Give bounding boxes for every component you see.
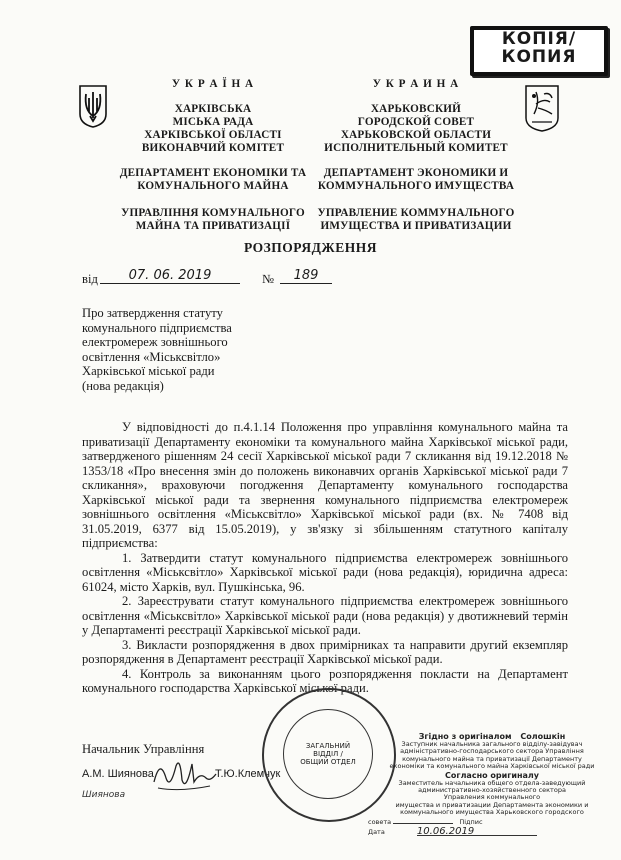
approval-ru-2: административно-хозяйственного сектора bbox=[418, 786, 566, 795]
header-ru-country: У К Р А И Н А bbox=[372, 78, 460, 90]
approval-ru-1: Заместитель начальника общего отдела-заведующий bbox=[398, 778, 586, 787]
header-ua-council-3: ХАРКІВСЬКОЇ ОБЛАСТІ bbox=[144, 129, 282, 141]
header-ua-department-1: ДЕПАРТАМЕНТ ЕКОНОМІКИ ТА bbox=[119, 167, 307, 179]
approval-ua-4: економіки та комунального майна Харківської міської ради bbox=[389, 762, 595, 771]
signature-executor: Т.Ю.Клемчук bbox=[215, 768, 281, 780]
signature-signer: А.М. Шиянова bbox=[82, 768, 154, 780]
copy-stamp bbox=[470, 26, 608, 76]
approval-stamp bbox=[368, 732, 616, 852]
header-ru-council-3: ХАРЬКОВСКОЙ ОБЛАСТИ bbox=[340, 129, 492, 141]
signature-position: Начальник Управління bbox=[82, 742, 205, 756]
body-paragraph-2: 2. Зареєструвати статут комунального підприємства електромереж зовнішнього освітлення «Міськсвітло» Харківської міської ради (нова редакція) у двотижневий термін у Департаменті реєстрації Харківської міської ради. bbox=[82, 594, 568, 637]
approval-heading: Згідно з оригіналом bbox=[418, 732, 512, 741]
trident-coat-of-arms-icon bbox=[78, 84, 108, 128]
subject-line-1: Про затвердження статуту bbox=[82, 306, 223, 320]
subject-line-2: комунального підприємства bbox=[82, 320, 232, 335]
header-ua-council-1: ХАРКІВСЬКА bbox=[174, 103, 252, 115]
header-ua-division-1: УПРАВЛІННЯ КОМУНАЛЬНОГО bbox=[121, 207, 305, 219]
approval-ru-5: коммунального имущества Харьковского городского bbox=[400, 808, 584, 817]
copy-stamp-ua: КОПІЯ/ bbox=[501, 29, 577, 49]
approval-date-value: 10.06.2019 bbox=[417, 828, 537, 836]
handwritten-signature-icon bbox=[150, 752, 220, 796]
approval-ua-1: Заступник начальника загального відділу-завідувач bbox=[401, 740, 583, 748]
round-stamp-inner bbox=[283, 709, 373, 799]
header-ru-division-2: ИМУЩЕСТВА И ПРИВАТИЗАЦИИ bbox=[320, 220, 512, 232]
date-prefix: від bbox=[82, 272, 98, 286]
subject-line-3: електромереж зовнішнього bbox=[82, 335, 228, 349]
number-value: 189 bbox=[280, 268, 332, 284]
approval-date-row bbox=[368, 828, 616, 836]
body-paragraph-preamble: У відповідності до п.4.1.14 Положення про управління комунального майна та приватизації Департаменту економіки та комунального майна Харківської міської ради, затвердженого рішенням 24 сесії Харківської міської ради 7 скликання від 19.12.2018 № 1353/18 «Про внесення змін до положень виконавчих органів Харківської міської ради 7 скликання», враховуючи погодження Департаменту комунального господарства Харківської міської ради та звернення комунального підприємства електромереж зовнішнього освітлення «Міськсвітло» Харківської міської ради (вх. № 7408 від 31.05.2019, 6377 від 15.05.2019), у зв'язку зі збільшенням статутного капіталу підприємства: bbox=[82, 420, 568, 550]
subject-line-5: Харківської міської ради bbox=[82, 364, 215, 378]
header-ru bbox=[316, 78, 516, 233]
header-ua bbox=[118, 78, 308, 233]
signature-handwritten-name: Шиянова bbox=[82, 790, 126, 800]
header-ua-country: У К Р А Ї Н А bbox=[171, 78, 255, 90]
approval-ua-3: комунального майна та приватизації Департаменту bbox=[402, 754, 582, 763]
header-ua-department-2: КОМУНАЛЬНОГО МАЙНА bbox=[137, 180, 289, 192]
subject-line-4: освітлення «Міськсвітло» bbox=[82, 349, 221, 364]
approval-signature-caption: Підпис bbox=[459, 817, 483, 826]
copy-stamp-ru: КОПИЯ bbox=[501, 47, 577, 67]
round-stamp-line-1: ЗАГАЛЬНИЙ bbox=[305, 742, 351, 750]
subject-block bbox=[82, 306, 252, 393]
header-ua-division-2: МАЙНА ТА ПРИВАТИЗАЦІЇ bbox=[135, 220, 291, 232]
header-ru-department-2: КОММУНАЛЬНОГО ИМУЩЕСТВА bbox=[317, 180, 515, 192]
header-ru-department-1: ДЕПАРТАМЕНТ ЭКОНОМИКИ И bbox=[323, 167, 509, 179]
document-title: РОЗПОРЯДЖЕННЯ bbox=[243, 240, 377, 255]
approval-signature-line bbox=[393, 823, 453, 824]
header-ru-council-4: ИСПОЛНИТЕЛЬНЫЙ КОМИТЕТ bbox=[324, 142, 508, 154]
kharkiv-emblem-icon bbox=[524, 84, 560, 132]
approval-signature-label: совета bbox=[368, 817, 392, 826]
approval-ru-4: имущества и приватизации Департамента экономики и bbox=[395, 800, 589, 809]
header-ua-council-2: МІСЬКА РАДА bbox=[172, 116, 254, 128]
body-paragraph-3: 3. Викласти розпорядження в двох примірниках та направити другий екземпляр розпорядження в Департамент реєстрації Харківської міської ради. bbox=[82, 637, 568, 666]
number-prefix: № bbox=[262, 272, 275, 286]
header-ru-division-1: УПРАВЛЕНИЕ КОММУНАЛЬНОГО bbox=[317, 207, 515, 219]
body-paragraph-1: 1. Затвердити статут комунального підприємства електромереж зовнішнього освітлення «Міськсвітло» Харківської міської ради (нова редакція), юридична адреса: 61024, місто Харків, вул. Пушкінська, 96. bbox=[82, 550, 568, 594]
approval-heading-name: Солошкін bbox=[520, 732, 566, 741]
approval-ua-2: адміністративно-господарського сектора Управління bbox=[400, 747, 584, 756]
approval-date-label: Дата bbox=[368, 828, 385, 837]
header-ru-council-1: ХАРЬКОВСКИЙ bbox=[370, 103, 462, 115]
date-value: 07. 06. 2019 bbox=[100, 268, 240, 284]
approval-signature-row bbox=[368, 819, 616, 826]
header-ru-council-2: ГОРОДСКОЙ СОВЕТ bbox=[357, 116, 475, 128]
approval-ru-3: Управления коммунального bbox=[443, 793, 541, 802]
subject-line-6: (нова редакція) bbox=[82, 378, 164, 393]
round-stamp-line-3: ОБЩИЙ ОТДЕЛ bbox=[300, 758, 356, 766]
approval-heading-ru: Согласно оригиналу bbox=[445, 770, 539, 780]
header-ua-council-4: ВИКОНАВЧИЙ КОМІТЕТ bbox=[141, 142, 285, 154]
document-body bbox=[82, 420, 568, 696]
body-paragraph-4: 4. Контроль за виконанням цього розпорядження покласти на Департамент комунального господарства Харківської міської ради. bbox=[82, 666, 568, 695]
round-stamp-line-2: ВІДДІЛ / bbox=[313, 750, 343, 758]
